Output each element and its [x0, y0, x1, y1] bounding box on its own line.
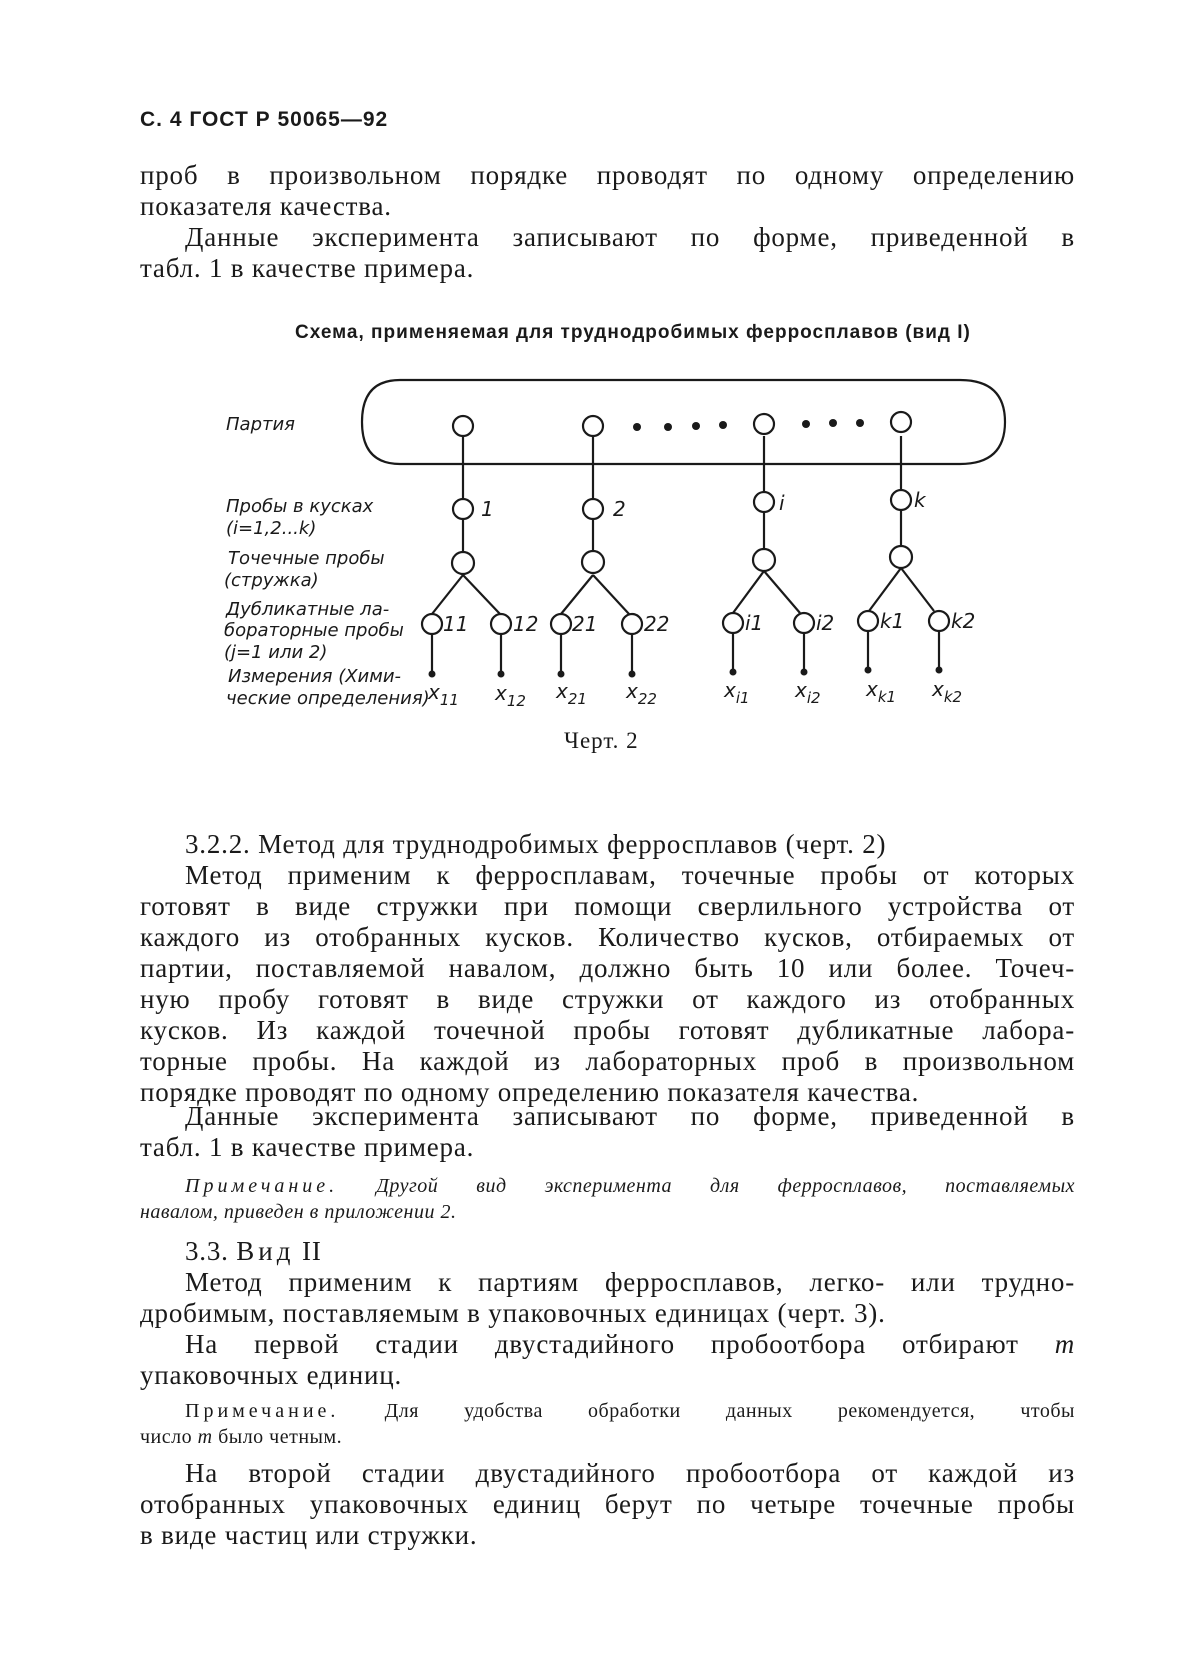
duplicate-sample-node [622, 614, 642, 634]
text-line: проб в произвольном порядке проводят по одному определению [140, 160, 1075, 190]
measurement-label: $x_{i2}$ [795, 678, 821, 707]
row-label-duplicates-2: бораторные пробы [224, 620, 404, 641]
continuation-dot [664, 423, 672, 431]
section-3-3-paragraph-3 [140, 1458, 1075, 1551]
section-heading: 3.2.2. Метод для труднодробимых ферросплавов (черт. 2) [185, 829, 887, 859]
note-3-2-2 [140, 1173, 1075, 1225]
sampling-scheme-diagram [0, 0, 1187, 780]
piece-label: i [779, 491, 785, 515]
continuation-dot [633, 423, 641, 431]
section-3-2-2-heading [140, 829, 1075, 860]
section-3-3-paragraph-1 [140, 1267, 1075, 1329]
text-line: Данные эксперимента записывают по форме, приведенной в [185, 1101, 1075, 1131]
measurement-point [629, 671, 636, 678]
section-3-2-2-body [140, 860, 1075, 1108]
measurement-label: $x_{k2}$ [932, 677, 963, 706]
measurement-point [558, 671, 565, 678]
measurement-point [801, 669, 808, 676]
duplicate-label: 22 [644, 612, 670, 636]
text-line: торные пробы. На каждой из лабораторных проб в произвольном [140, 1046, 1075, 1076]
measurement-label: $x_{21}$ [556, 679, 587, 708]
measurement-point [865, 667, 872, 674]
text-line: показателя качества. [140, 191, 392, 221]
measurement-point [730, 669, 737, 676]
duplicate-sample-node [929, 611, 949, 631]
duplicate-sample-node [491, 614, 511, 634]
row-label-increments: Пробы в кусках [226, 496, 374, 517]
text-line: в виде частиц или стружки. [140, 1520, 478, 1550]
duplicate-label: 21 [572, 612, 598, 636]
duplicate-sample-node [794, 613, 814, 633]
increment-node [583, 499, 603, 519]
diagram-title: Схема, применяемая для труднодробимых ферросплавов (вид I) [295, 322, 971, 343]
text-line: порядке проводят по одному определению показателя качества. [140, 1077, 920, 1107]
duplicate-sample-node [723, 613, 743, 633]
note-line: Примечание. Для удобства обработки данных рекомендуется, чтобы [185, 1400, 1075, 1422]
section-heading: 3.3. Вид II [185, 1236, 322, 1266]
note-3-3 [140, 1398, 1075, 1450]
duplicate-sample-node [551, 614, 571, 634]
note-line: навалом, приведен в приложении 2. [140, 1201, 457, 1223]
note-line: число m было четным. [140, 1426, 343, 1448]
row-label-duplicates-range: (j=1 или 2) [224, 642, 328, 663]
measurement-point [936, 667, 943, 674]
text-line: отобранных упаковочных единиц берут по четыре точечные пробы [140, 1489, 1075, 1519]
duplicate-label: i2 [816, 611, 835, 635]
measurement-label: $x_{22}$ [626, 679, 657, 708]
lot-node [754, 414, 774, 434]
duplicate-sample-node [422, 614, 442, 634]
text-line: табл. 1 в качестве примера. [140, 253, 475, 283]
continuation-dot [829, 419, 837, 427]
duplicate-label: i1 [745, 611, 764, 635]
point-sample-node [582, 551, 604, 573]
point-sample-node [753, 549, 775, 571]
figure-caption: Черт. 2 [564, 728, 639, 753]
note-label: Примечание. [185, 1175, 339, 1197]
measurement-point [498, 671, 505, 678]
row-label-increments-range: (i=1,2...k) [226, 518, 317, 539]
row-label-measurements-2: ческие определения) [226, 688, 430, 709]
duplicate-label: 12 [513, 612, 539, 636]
text-line: дробимым, поставляемым в упаковочных единицах (черт. 3). [140, 1298, 886, 1328]
section-3-3-heading [140, 1236, 1075, 1267]
text-line: партии, поставляемой навалом, должно быть 10 или более. Точеч- [140, 953, 1075, 983]
row-label-lot: Партия [226, 414, 296, 435]
duplicate-label: 11 [443, 612, 469, 636]
note-line [140, 1173, 1075, 1199]
measurement-label: $x_{12}$ [495, 681, 526, 710]
continuation-dot [802, 420, 810, 428]
continuation-dot [856, 419, 864, 427]
piece-label: 1 [481, 497, 494, 521]
page-header: С. 4 ГОСТ Р 50065—92 [140, 108, 389, 131]
section-3-2-2-paragraph-2 [140, 1101, 1075, 1163]
measurement-label: $x_{i1}$ [724, 678, 750, 707]
point-sample-node [452, 552, 474, 574]
increment-node [453, 499, 473, 519]
text-line: Данные эксперимента записывают по форме, приведенной в [185, 222, 1075, 252]
row-label-duplicates: Дубликатные ла- [226, 599, 390, 620]
text-line: Метод применим к ферросплавам, точечные пробы от которых [185, 860, 1075, 890]
text-line: готовят в виде стружки при помощи сверлильного устройства от [140, 891, 1075, 921]
row-label-measurements: Измерения (Хими- [228, 666, 402, 687]
increment-node [891, 490, 911, 510]
duplicate-label: k2 [951, 609, 976, 633]
section-3-3-paragraph-2 [140, 1329, 1075, 1391]
increment-node [754, 492, 774, 512]
continuation-dot [692, 422, 700, 430]
text-line: На второй стадии двустадийного пробоотбора от каждой из [185, 1458, 1075, 1488]
duplicate-label: k1 [880, 609, 905, 633]
text-line: упаковочных единиц. [140, 1360, 403, 1390]
note-label: Примечание. [185, 1400, 340, 1422]
row-label-point-samples-note: (стружка) [224, 570, 319, 591]
lot-node [891, 412, 911, 432]
piece-label: k [914, 488, 926, 512]
note-text: Другой вид эксперимента для ферросплавов, поставляемых [338, 1175, 1075, 1197]
duplicate-sample-node [858, 611, 878, 631]
measurement-label: $x_{k1}$ [866, 677, 897, 706]
text-line: ную пробу готовят в виде стружки от каждого из отобранных [140, 984, 1075, 1014]
measurement-point [429, 671, 436, 678]
lot-node [453, 416, 473, 436]
point-sample-node [890, 546, 912, 568]
continuation-dot [719, 421, 727, 429]
text-line: табл. 1 в качестве примера. [140, 1132, 475, 1162]
lot-node [583, 416, 603, 436]
piece-label: 2 [613, 497, 626, 521]
text-line: Метод применим к партиям ферросплавов, легко- или трудно- [185, 1267, 1075, 1297]
text-line: кусков. Из каждой точечной пробы готовят дубликатные лабора- [140, 1015, 1075, 1045]
text-line: На первой стадии двустадийного пробоотбора отбирают m [185, 1329, 1075, 1359]
measurement-label: $x_{11}$ [428, 680, 459, 709]
text-line: каждого из отобранных кусков. Количество кусков, отбираемых от [140, 922, 1075, 952]
row-label-point-samples: Точечные пробы [228, 548, 385, 569]
